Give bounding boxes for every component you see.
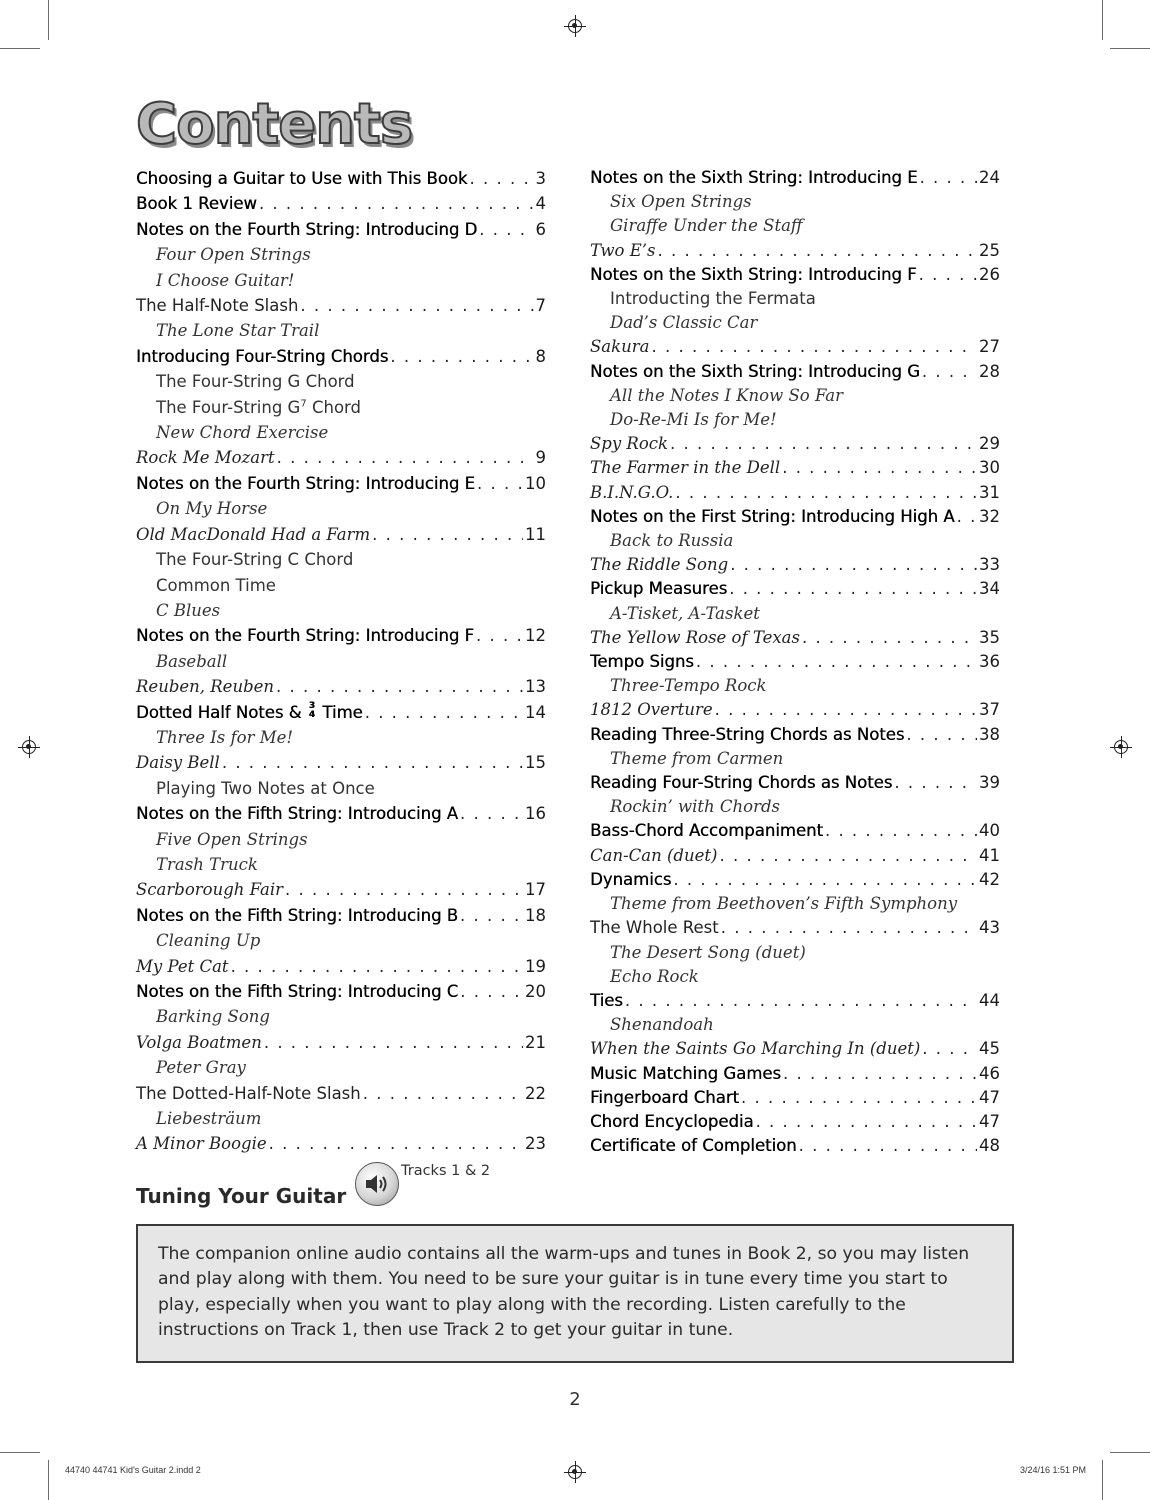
toc-entry-title: Liebesträum bbox=[156, 1109, 262, 1129]
toc-entry bbox=[136, 573, 546, 598]
toc-page-number: 17 bbox=[525, 880, 546, 900]
toc-entry-title: Dad’s Classic Car bbox=[610, 313, 758, 333]
toc-entry-title: Notes on the Fourth String: Introducing F bbox=[136, 626, 475, 646]
toc-entry-title: Tempo Signs bbox=[590, 652, 694, 672]
toc-entry bbox=[136, 750, 546, 775]
toc-entry bbox=[136, 725, 546, 750]
toc-entry-title: Back to Russia bbox=[610, 531, 734, 551]
toc-entry-title: Chord Encyclopedia bbox=[590, 1111, 754, 1131]
toc-entry bbox=[590, 941, 1000, 965]
toc-entry bbox=[590, 868, 1000, 892]
dot-leader bbox=[922, 360, 977, 384]
toc-entry-title: Notes on the Sixth String: Introducing E bbox=[590, 168, 918, 187]
dot-leader bbox=[719, 844, 977, 868]
toc-page-number: 36 bbox=[979, 652, 1000, 672]
toc-entry-title: Rock Me Mozart bbox=[136, 448, 275, 468]
toc-entry bbox=[590, 723, 1000, 747]
toc-entry bbox=[590, 1013, 1000, 1037]
toc-entry-title: The Farmer in the Dell bbox=[590, 458, 781, 478]
toc-entry-title: Reuben, Reuben bbox=[136, 677, 275, 697]
toc-entry bbox=[136, 217, 546, 242]
toc-entry bbox=[136, 623, 546, 648]
toc-entry bbox=[136, 420, 546, 445]
toc-page-number: 41 bbox=[979, 845, 1000, 865]
toc-page-number: 28 bbox=[979, 361, 1000, 381]
dot-leader bbox=[460, 903, 523, 928]
toc-entry-title: Daisy Bell bbox=[136, 753, 220, 773]
toc-entry bbox=[136, 395, 546, 420]
page-number: 2 bbox=[569, 1389, 581, 1410]
toc-entry-title: Scarborough Fair bbox=[136, 880, 283, 900]
dot-leader bbox=[285, 877, 523, 902]
toc-entry-title: Barking Song bbox=[156, 1007, 270, 1027]
toc-page-number: 15 bbox=[525, 753, 546, 773]
dot-leader bbox=[957, 505, 977, 529]
toc-entry bbox=[136, 1131, 546, 1156]
toc-entry bbox=[590, 916, 1000, 940]
toc-entry bbox=[136, 445, 546, 470]
toc-page-number: 34 bbox=[979, 579, 1000, 599]
toc-page-number: 8 bbox=[535, 346, 546, 366]
toc-page-number: 19 bbox=[525, 956, 546, 976]
toc-entry-title: Common Time bbox=[156, 575, 276, 595]
toc-entry bbox=[590, 795, 1000, 819]
toc-page-number: 3 bbox=[535, 169, 546, 188]
toc-page-number: 29 bbox=[979, 434, 1000, 454]
toc-page-number: 47 bbox=[979, 1087, 1000, 1107]
toc-entry bbox=[590, 771, 1000, 795]
toc-entry bbox=[136, 928, 546, 953]
toc-entry-title: Shenandoah bbox=[610, 1015, 714, 1035]
toc-page-number: 10 bbox=[525, 473, 546, 493]
tracks-label: Tracks 1 & 2 bbox=[401, 1163, 491, 1179]
toc-entry-title: Notes on the Fifth String: Introducing A bbox=[136, 804, 458, 824]
toc-entry-title: Giraffe Under the Staff bbox=[610, 216, 803, 236]
toc-entry-title: Three Is for Me! bbox=[156, 727, 293, 747]
toc-entry bbox=[590, 481, 1000, 505]
toc-entry-title: Old MacDonald Had a Farm bbox=[136, 524, 371, 544]
toc-entry bbox=[590, 626, 1000, 650]
toc-page-number: 45 bbox=[979, 1039, 1000, 1059]
toc-entry-title: Book 1 Review bbox=[136, 194, 257, 214]
toc-page-number: 43 bbox=[979, 918, 1000, 938]
toc-entry-title: Choosing a Guitar to Use with This Book bbox=[136, 169, 468, 188]
page-title: Contents bbox=[136, 92, 413, 157]
crop-mark bbox=[48, 0, 49, 40]
toc-page-number: 27 bbox=[979, 337, 1000, 357]
dot-leader bbox=[365, 700, 523, 725]
toc-page-number: 13 bbox=[525, 677, 546, 697]
toc-entry bbox=[136, 776, 546, 801]
toc-entry-title: Two E’s bbox=[590, 240, 656, 260]
toc-entry-title: Notes on the Fifth String: Introducing B bbox=[136, 905, 459, 925]
toc-entry bbox=[590, 263, 1000, 287]
toc-entry-title: Playing Two Notes at Once bbox=[156, 778, 375, 798]
toc-entry-title: The Four-String $G^7$ Chord bbox=[156, 397, 362, 417]
toc-entry bbox=[590, 1110, 1000, 1134]
dot-leader bbox=[652, 335, 978, 359]
toc-entry-title: All the Notes I Know So Far bbox=[610, 385, 844, 405]
toc-entry bbox=[136, 598, 546, 623]
toc-entry-title: The Yellow Rose of Texas bbox=[590, 627, 800, 647]
toc-entry-title: Dotted Half Notes & 3 4 Time bbox=[136, 701, 363, 722]
crop-mark bbox=[0, 48, 40, 49]
toc-entry-title: Cleaning Up bbox=[156, 931, 261, 951]
toc-entry-title: Reading Four-String Chords as Notes bbox=[590, 773, 893, 793]
dot-leader bbox=[372, 522, 523, 547]
toc-entry-title: Three-Tempo Rock bbox=[610, 676, 767, 696]
toc-page-number: 22 bbox=[525, 1083, 546, 1103]
toc-entry bbox=[136, 700, 546, 725]
toc-entry bbox=[136, 369, 546, 394]
toc-entry bbox=[590, 674, 1000, 698]
toc-entry-title: Ties bbox=[590, 990, 623, 1010]
toc-entry-title: Echo Rock bbox=[610, 966, 699, 986]
dot-leader bbox=[721, 916, 977, 940]
toc-entry-title: The Half-Note Slash bbox=[136, 296, 299, 316]
dot-leader bbox=[675, 481, 977, 505]
toc-entry bbox=[136, 1055, 546, 1080]
toc-page-number: 23 bbox=[525, 1134, 546, 1154]
toc-entry bbox=[590, 747, 1000, 771]
toc-page-number: 42 bbox=[979, 869, 1000, 889]
toc-page-number: 46 bbox=[979, 1063, 1000, 1083]
toc-entry bbox=[136, 1081, 546, 1106]
dot-leader bbox=[231, 954, 523, 979]
toc-entry bbox=[590, 577, 1000, 601]
toc-entry-title: On My Horse bbox=[156, 499, 268, 519]
toc-entry bbox=[590, 1062, 1000, 1086]
toc-entry bbox=[136, 496, 546, 521]
dot-leader bbox=[741, 1086, 977, 1110]
toc-page-number: 6 bbox=[535, 219, 546, 239]
toc-entry-title: Spy Rock bbox=[590, 434, 669, 454]
toc-entry-title: Volga Boatmen bbox=[136, 1032, 262, 1052]
toc-entry-title: Notes on the Sixth String: Introducing G bbox=[590, 361, 920, 381]
registration-mark-icon bbox=[22, 740, 36, 754]
dot-leader bbox=[259, 191, 534, 216]
toc-entry bbox=[590, 844, 1000, 868]
toc-entry bbox=[136, 471, 546, 496]
toc-entry bbox=[590, 360, 1000, 384]
toc-entry-title: Trash Truck bbox=[156, 854, 258, 874]
toc-entry-title: Music Matching Games bbox=[590, 1063, 782, 1083]
toc-entry bbox=[590, 1037, 1000, 1061]
toc-entry bbox=[136, 979, 546, 1004]
dot-leader bbox=[696, 650, 977, 674]
dot-leader bbox=[477, 471, 523, 496]
toc-page-number: 14 bbox=[525, 702, 546, 722]
toc-entry-title: The Four-String G Chord bbox=[156, 372, 355, 392]
toc-entry-title: Certificate of Completion bbox=[590, 1136, 797, 1156]
toc-entry-title: The Four-String C Chord bbox=[156, 550, 354, 570]
crop-mark bbox=[1102, 0, 1103, 40]
slug-filename: 44740 44741 Kid's Guitar 2.indd 2 bbox=[65, 1465, 201, 1475]
toc-entry bbox=[590, 287, 1000, 311]
toc-page-number: 31 bbox=[979, 482, 1000, 502]
toc-entry-title: Four Open Strings bbox=[156, 245, 311, 265]
toc-entry bbox=[136, 166, 546, 191]
dot-leader bbox=[476, 623, 523, 648]
speaker-icon bbox=[355, 1162, 399, 1206]
toc-page-number: 7 bbox=[535, 296, 546, 316]
registration-mark-icon bbox=[1114, 740, 1128, 754]
toc-entry bbox=[136, 877, 546, 902]
dot-leader bbox=[802, 626, 977, 650]
toc-entry bbox=[590, 1086, 1000, 1110]
toc-entry bbox=[136, 344, 546, 369]
toc-page-number: 4 bbox=[535, 194, 546, 214]
toc-entry-title: The Desert Song (duet) bbox=[610, 942, 806, 962]
dot-leader bbox=[269, 1131, 523, 1156]
toc-page-number: 39 bbox=[979, 773, 1000, 793]
toc-entry bbox=[590, 432, 1000, 456]
toc-entry bbox=[136, 547, 546, 572]
registration-mark-icon bbox=[568, 1465, 582, 1479]
toc-entry bbox=[590, 166, 1000, 190]
toc-entry-title: Introducting the Fermata bbox=[610, 289, 816, 309]
dot-leader bbox=[670, 432, 977, 456]
dot-leader bbox=[756, 1110, 977, 1134]
tuning-info-box: The companion online audio contains all the warm-ups and tunes in Book 2, so you may listen and play along with them. You need to be sure your guitar is in tune every time you start to play, especially when you want to play along with the recording. Listen carefully to the instructions on Track 1, then use Track 2 to get your guitar in tune. bbox=[136, 1224, 1014, 1363]
dot-leader bbox=[919, 263, 977, 287]
toc-entry bbox=[136, 1030, 546, 1055]
toc-entry-title: New Chord Exercise bbox=[156, 423, 329, 443]
toc-page-number: 16 bbox=[525, 804, 546, 824]
toc-entry-title: Do-Re-Mi Is for Me! bbox=[610, 410, 777, 430]
toc-entry-title: Pickup Measures bbox=[590, 579, 728, 599]
toc-entry bbox=[590, 529, 1000, 553]
tuning-heading: Tuning Your Guitar bbox=[136, 1184, 347, 1208]
toc-entry bbox=[136, 852, 546, 877]
crop-mark bbox=[1110, 1452, 1150, 1453]
toc-page-number: 21 bbox=[525, 1032, 546, 1052]
toc-entry bbox=[136, 191, 546, 216]
toc-entry-title: Rockin’ with Chords bbox=[610, 797, 780, 817]
toc-entry bbox=[590, 819, 1000, 843]
registration-mark-icon bbox=[568, 19, 582, 33]
toc-entry-title: Reading Three-String Chords as Notes bbox=[590, 724, 905, 744]
dot-leader bbox=[390, 344, 533, 369]
toc-entry bbox=[590, 989, 1000, 1013]
toc-page-number: 11 bbox=[525, 524, 546, 544]
toc-page-number: 47 bbox=[979, 1111, 1000, 1131]
dot-leader bbox=[276, 674, 523, 699]
toc-entry bbox=[136, 649, 546, 674]
dot-leader bbox=[729, 577, 977, 601]
toc-entry bbox=[136, 522, 546, 547]
toc-entry bbox=[136, 268, 546, 293]
dot-leader bbox=[920, 166, 977, 190]
toc-page-number: 48 bbox=[979, 1136, 1000, 1156]
toc-entry bbox=[590, 1134, 1000, 1158]
toc-entry-title: Five Open Strings bbox=[156, 829, 308, 849]
toc-page-number: 9 bbox=[535, 448, 546, 468]
toc-page-number: 20 bbox=[525, 982, 546, 1001]
dot-leader bbox=[657, 239, 977, 263]
toc-entry-title: Theme from Carmen bbox=[610, 748, 784, 768]
dot-leader bbox=[922, 1037, 977, 1061]
toc-entry-title: Notes on the Fifth String: Introducing C bbox=[136, 982, 459, 1001]
dot-leader bbox=[222, 750, 523, 775]
toc-entry bbox=[590, 602, 1000, 626]
dot-leader bbox=[469, 166, 533, 191]
toc-page-number: 24 bbox=[979, 168, 1000, 187]
toc-entry bbox=[590, 456, 1000, 480]
toc-page-number: 38 bbox=[979, 724, 1000, 744]
crop-mark bbox=[48, 1460, 49, 1500]
dot-leader bbox=[799, 1134, 977, 1158]
toc-entry bbox=[590, 505, 1000, 529]
toc-entry-title: Notes on the Fourth String: Introducing E bbox=[136, 473, 475, 493]
toc-entry-title: Bass-Chord Accompaniment bbox=[590, 821, 823, 841]
toc-entry bbox=[590, 553, 1000, 577]
dot-leader bbox=[825, 819, 977, 843]
toc-entry-title: Introducing Four-String Chords bbox=[136, 346, 389, 366]
toc-entry-title: My Pet Cat bbox=[136, 956, 229, 976]
dot-leader bbox=[277, 445, 534, 470]
toc-entry-title: C Blues bbox=[156, 600, 221, 620]
dot-leader bbox=[625, 989, 977, 1013]
crop-mark bbox=[1102, 1460, 1103, 1500]
toc-entry bbox=[136, 318, 546, 343]
time-signature-icon: 3 4 bbox=[308, 701, 316, 721]
toc-entry bbox=[590, 965, 1000, 989]
toc-entry bbox=[590, 311, 1000, 335]
toc-entry-title: Dynamics bbox=[590, 869, 672, 889]
dot-leader bbox=[906, 723, 977, 747]
toc-entry-title: Theme from Beethoven’s Fifth Symphony bbox=[610, 894, 958, 914]
toc-entry bbox=[590, 384, 1000, 408]
toc-entry-title: B.I.N.G.O. bbox=[590, 482, 674, 502]
toc-page-number: 25 bbox=[979, 240, 1000, 260]
toc-page-number: 18 bbox=[525, 905, 546, 925]
toc-entry-title: When the Saints Go Marching In (duet) bbox=[590, 1039, 921, 1059]
toc-entry-title: Can-Can (duet) bbox=[590, 845, 718, 865]
toc-entry-title: 1812 Overture bbox=[590, 700, 713, 720]
toc-entry-title: The Lone Star Trail bbox=[156, 321, 320, 341]
slug-date: 3/24/16 1:51 PM bbox=[1020, 1465, 1087, 1475]
toc-entry bbox=[590, 892, 1000, 916]
toc-entry-title: The Riddle Song bbox=[590, 555, 729, 575]
toc-entry-title: Notes on the Fourth String: Introducing D bbox=[136, 219, 478, 239]
toc-page-number: 35 bbox=[979, 627, 1000, 647]
toc-entry bbox=[590, 335, 1000, 359]
toc-entry-title: Fingerboard Chart bbox=[590, 1087, 739, 1107]
toc-entry bbox=[590, 190, 1000, 214]
toc-entry-title: Peter Gray bbox=[156, 1058, 246, 1078]
toc-entry-title: Six Open Strings bbox=[610, 192, 752, 212]
toc-entry-title: A-Tisket, A-Tasket bbox=[610, 603, 760, 623]
toc-entry bbox=[590, 408, 1000, 432]
dot-leader bbox=[460, 979, 523, 1004]
toc-entry bbox=[136, 1106, 546, 1131]
toc-entry bbox=[136, 674, 546, 699]
crop-mark bbox=[0, 1452, 40, 1453]
dot-leader bbox=[479, 217, 533, 242]
toc-entry-title: The Dotted-Half-Note Slash bbox=[136, 1083, 361, 1103]
dot-leader bbox=[264, 1030, 523, 1055]
toc-entry bbox=[590, 214, 1000, 238]
toc-page-number: 40 bbox=[979, 821, 1000, 841]
toc-entry bbox=[590, 239, 1000, 263]
crop-mark bbox=[1110, 48, 1150, 49]
contents-right-column bbox=[590, 166, 1000, 1158]
toc-entry bbox=[136, 903, 546, 928]
toc-entry-title: Notes on the First String: Introducing High A bbox=[590, 506, 955, 526]
toc-entry bbox=[136, 242, 546, 267]
toc-entry bbox=[136, 827, 546, 852]
dot-leader bbox=[300, 293, 533, 318]
contents-left-column bbox=[136, 166, 546, 1157]
toc-page-number: 12 bbox=[525, 626, 546, 646]
toc-entry bbox=[136, 1004, 546, 1029]
dot-leader bbox=[782, 456, 977, 480]
toc-entry bbox=[590, 650, 1000, 674]
toc-page-number: 30 bbox=[979, 458, 1000, 478]
toc-entry bbox=[590, 698, 1000, 722]
toc-entry bbox=[136, 954, 546, 979]
dot-leader bbox=[673, 868, 977, 892]
toc-entry-title: A Minor Boogie bbox=[136, 1134, 267, 1154]
toc-page-number: 32 bbox=[979, 506, 1000, 526]
dot-leader bbox=[783, 1062, 977, 1086]
toc-page-number: 26 bbox=[979, 264, 1000, 284]
toc-entry bbox=[136, 293, 546, 318]
dot-leader bbox=[894, 771, 977, 795]
toc-entry-title: Sakura bbox=[590, 337, 650, 357]
toc-entry-title: I Choose Guitar! bbox=[156, 270, 295, 290]
toc-entry-title: Notes on the Sixth String: Introducing F bbox=[590, 264, 917, 284]
toc-page-number: 37 bbox=[979, 700, 1000, 720]
toc-entry bbox=[136, 801, 546, 826]
toc-page-number: 33 bbox=[979, 555, 1000, 575]
dot-leader bbox=[363, 1081, 523, 1106]
toc-entry-title: The Whole Rest bbox=[590, 918, 719, 938]
dot-leader bbox=[460, 801, 523, 826]
dot-leader bbox=[730, 553, 977, 577]
dot-leader bbox=[715, 698, 977, 722]
toc-page-number: 44 bbox=[979, 990, 1000, 1010]
toc-entry-title: Baseball bbox=[156, 651, 228, 671]
